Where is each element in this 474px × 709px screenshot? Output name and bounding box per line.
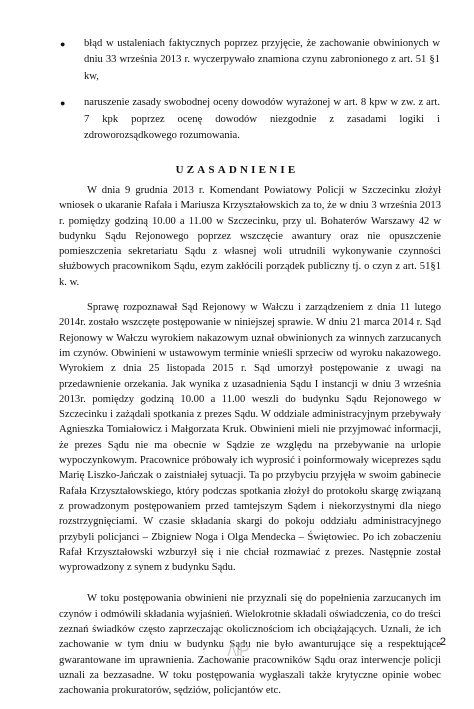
justification-body [59, 183, 441, 709]
bullet-icon: ● [60, 98, 66, 109]
list-item [58, 95, 440, 144]
list-item-text: naruszenie zasady swobodnej oceny dowodów wyrażonej w art. 8 kpw w zw. z art. 7 kpk poprzez ocenę dowodów niezgodnie z zasadami logiki i zdroworozsądkowego rozumowania. [84, 97, 440, 142]
paragraph: W dnia 9 grudnia 2013 r. Komendant Powiatowy Policji w Szczecinku złożył wniosek o ukaranie Rafała i Mariusza Krzyształowskich za to, że w dniu 3 września 2013 r. pomiędzy godziną 10.00 a 11.00 w Szczecinku, przy ul. Bohaterów Warszawy 42 w budynku Sądu Rejonowego poprzez wszczęcie awantury oraz nie opuszczenie pomieszczenia sekretariatu Sądu z własnej woli utrudnili wykonywanie czynności służbowych pracownikom Sądu, ezym zakłócili porządek publiczny tj. o czyn z art. 51§1 k. w. [59, 185, 441, 288]
list-item [58, 36, 440, 85]
footer-logo-icon [225, 640, 251, 658]
list-item-text: błąd w ustaleniach faktycznych poprzez przyjęcie, że zachowanie obwinionych w dniu 33 września 2013 r. wyczerpywało znamiona czynu zabronionego z art. 51 §1 kw, [84, 38, 440, 82]
page-number: 2 [439, 636, 446, 648]
paragraph: W toku postępowania obwinieni nie przyznali się do popełnienia zarzucanych im czynów i odmówili składania wyjaśnień. Wielokrotnie składali oświadczenia, co do treści zeznań świadków często zaprzeczając okolicznościom ich obciążających. Uznali, że ich zachowanie w tym dniu w budynku Sądu nie było awanturujące się a respektujące gwarantowane im uprawnienia. Zachowanie pracowników Sądu oraz interwencje policji uznali za bezzasadne. W toku postępowania wygłaszali także krytyczne opinie wobec zachowania prokuratorów, sędziów, policjantów etc. [59, 593, 441, 697]
paragraph: Sprawę rozpoznawał Sąd Rejonowy w Wałczu i zarządzeniem z dnia 11 lutego 2014r. zostało wszczęte postępowanie w niniejszej sprawie. W dniu 21 marca 2014 r. Sąd Rejonowy w Wałczu wyrokiem nakazowym uznał obwinionych za winnych zarzucanych im czynów. Obwinieni w ustawowym terminie wnieśli sprzeciw od wyroku nakazowego. Wyrokiem z dnia 25 listopada 2015 r. Sąd umorzył postępowanie z uwagi na przedawnienie orzekania. Jak wynika z uzasadnienia Sądu I instancji w dniu 3 września 2013r. pomiędzy godziną 10.00 a 11.00 weszli do budynku Sądu Rejonowego w Szczecinku i zażądali spotkania z prezes Sądu. W oddziale administracyjnym przebywały Agnieszka Tomiałowicz i Małgorzata Kruk. Obwinieni mieli nie przyjmować informacji, że prezes Sądu nie ma obecnie w Sądzie ze względu na przebywanie na urlopie wypoczynkowym. Pracownice próbowały ich wyprosić i poinformowały wiceprezes sądu Marię Liszko-Jańczak o zaistniałej sytuacji. Ta po przybyciu przyjęła w swoim gabinecie Rafała Krzyształowskiego, który podczas spotkania złożył do protokołu skargę związaną z prowadzonym postępowaniem przed tamtejszym Sądem i niekorzystnymi dla niego rozstrzygnięciami. W czasie składania skargi do pokoju oddziału administracyjnego przybyli policjanci – Zbigniew Noga i Olga Mendecka – Świętowiec. Po ich zobaczeniu Rafał Krzyształowski wzburzył się i nie chciał rozmawiać z prezes. Następnie został wyprowadzony z synem z budynku Sądu. [59, 302, 441, 574]
bullet-icon: ● [60, 39, 66, 49]
appeal-grounds-list [58, 36, 440, 154]
section-heading: UZASADNIENIE [175, 164, 299, 176]
